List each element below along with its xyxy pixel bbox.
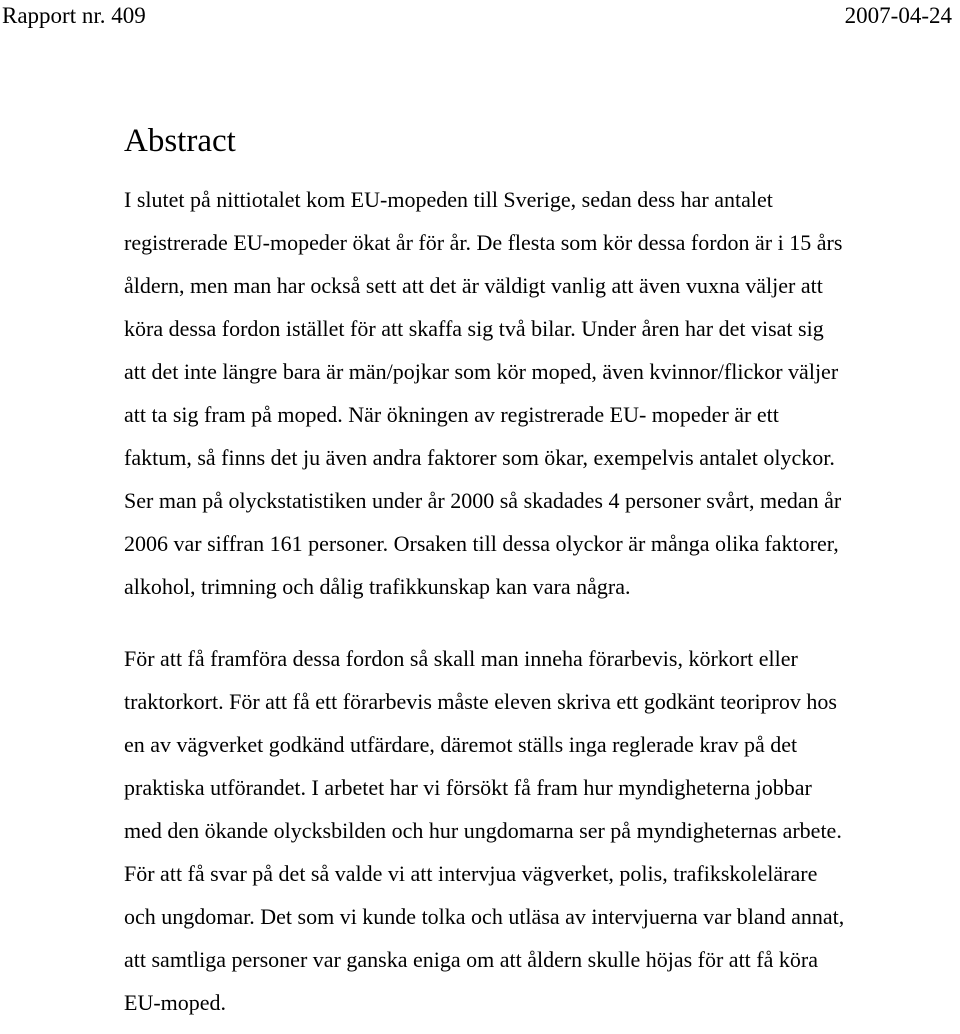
paragraph-line: att ta sig fram på moped. När ökningen av registrerade EU- mopeder är ett	[124, 402, 779, 427]
paragraph-line: För att få framföra dessa fordon så skall man inneha förarbevis, körkort eller	[124, 646, 798, 671]
paragraph-line: registrerade EU-mopeder ökat år för år. De flesta som kör dessa fordon är i 15 års	[124, 230, 843, 255]
paragraph-line: faktum, så finns det ju även andra faktorer som ökar, exempelvis antalet olyckor.	[124, 445, 835, 470]
paragraph-line: åldern, men man har också sett att det är väldigt vanlig att även vuxna väljer att	[124, 273, 823, 298]
paragraph-line: en av vägverket godkänd utfärdare, däremot ställs inga reglerade krav på det	[124, 732, 798, 757]
paragraph-line: att samtliga personer var ganska eniga om att åldern skulle höjas för att få köra	[124, 947, 818, 972]
paragraph-line: alkohol, trimning och dålig trafikkunskap kan vara några.	[124, 574, 631, 599]
paragraph-line: Ser man på olyckstatistiken under år 2000 så skadades 4 personer svårt, medan år	[124, 488, 842, 513]
paragraph-line: praktiska utförandet. I arbetet har vi försökt få fram hur myndigheterna jobbar	[124, 775, 812, 800]
paragraph-line: 2006 var siffran 161 personer. Orsaken till dessa olyckor är många olika faktorer,	[124, 531, 839, 556]
paragraph-line: med den ökande olycksbilden och hur ungdomarna ser på myndigheternas arbete.	[124, 818, 842, 843]
paragraph-line: I slutet på nittiotalet kom EU-mopeden till Sverige, sedan dess har antalet	[124, 187, 773, 212]
section-title: Abstract	[124, 123, 236, 159]
paragraph-line: köra dessa fordon istället för att skaffa sig två bilar. Under åren har det visat sig	[124, 316, 824, 341]
paragraph-line: att det inte längre bara är män/pojkar som kör moped, även kvinnor/flickor väljer	[124, 359, 839, 384]
paragraph-line: och ungdomar. Det som vi kunde tolka och utläsa av intervjuerna var bland annat,	[124, 904, 845, 929]
report-number: Rapport nr. 409	[2, 3, 146, 28]
report-date: 2007-04-24	[844, 3, 952, 28]
paragraph-line: EU-moped.	[124, 990, 227, 1015]
paragraph-line: traktorkort. För att få ett förarbevis måste eleven skriva ett godkänt teoriprov hos	[124, 689, 837, 714]
paragraph-line: För att få svar på det så valde vi att intervjua vägverket, polis, trafikskolelärare	[124, 861, 818, 886]
